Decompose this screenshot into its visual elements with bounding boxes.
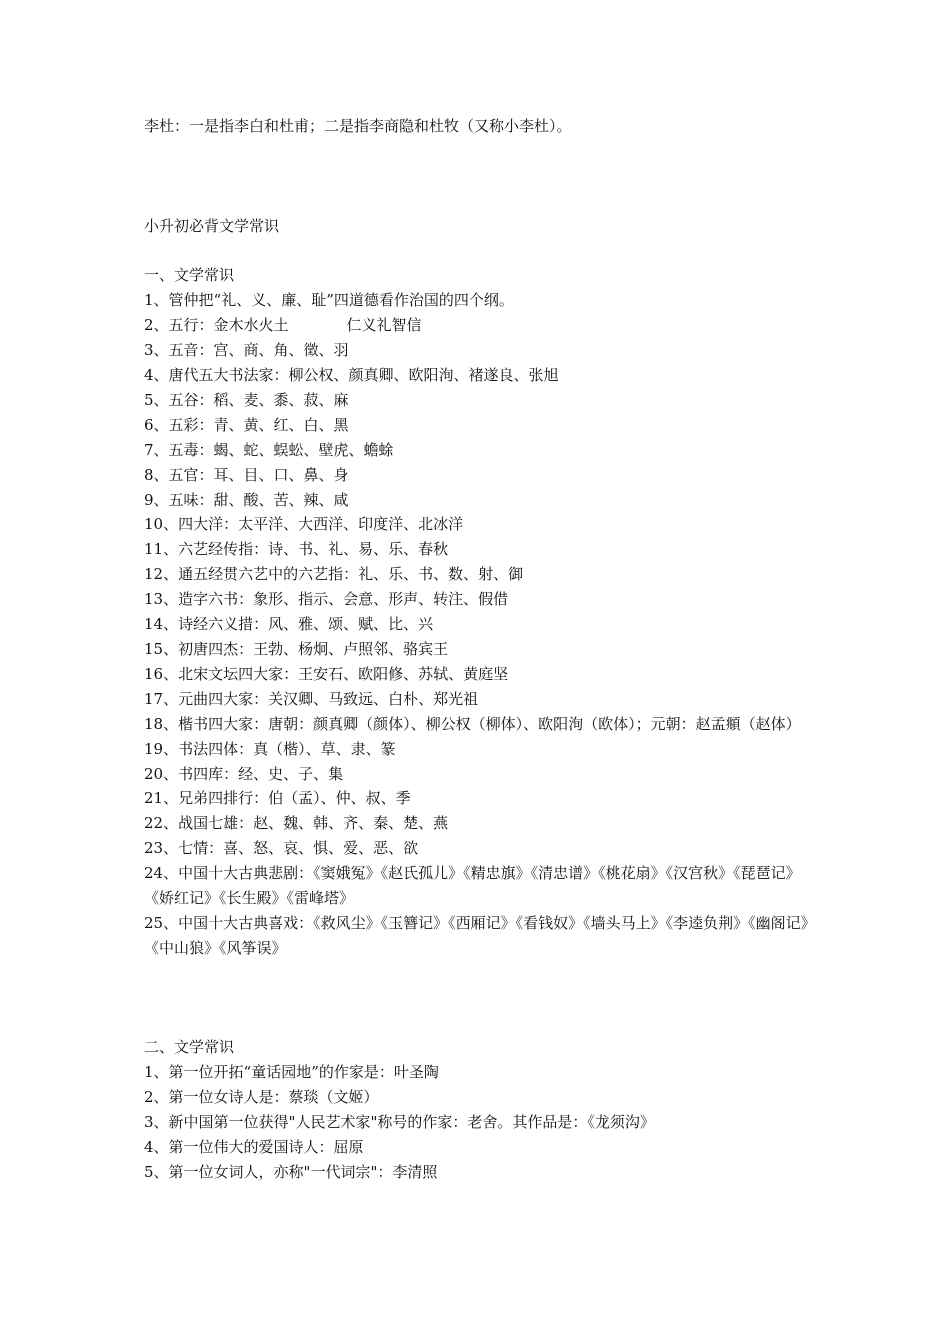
list-item: 23、七情：喜、怒、哀、惧、爱、恶、欲 bbox=[144, 839, 419, 858]
list-item: 7、五毒：蝎、蛇、蜈蚣、壁虎、蟾蜍 bbox=[144, 440, 394, 459]
list-item: 12、通五经贯六艺中的六艺指：礼、乐、书、数、射、御 bbox=[144, 565, 524, 584]
section-heading: 一、文学常识 bbox=[144, 266, 235, 285]
section-literature-knowledge-1 bbox=[144, 263, 814, 960]
list-item: 18、楷书四大家：唐朝：颜真卿（颜体）、柳公权（柳体）、欧阳洵（欧体）；元朝：赵孟頫（赵体） bbox=[144, 714, 801, 733]
list-item: 1、管仲把“礼、义、廉、耻”四道德看作治国的四个纲。 bbox=[144, 291, 514, 310]
list-item: 10、四大洋：太平洋、大西洋、印度洋、北冰洋 bbox=[144, 515, 464, 534]
list-item: 16、北宋文坛四大家：王安石、欧阳修、苏轼、黄庭坚 bbox=[144, 664, 509, 683]
section-literature-knowledge-2 bbox=[144, 1035, 814, 1184]
list-item: 4、唐代五大书法家：柳公权、颜真卿、欧阳洵、褚遂良、张旭 bbox=[144, 366, 559, 384]
list-item: 5、五谷：稻、麦、黍、菽、麻 bbox=[144, 390, 349, 409]
list-item: 1、第一位开拓“童话园地”的作家是：叶圣陶 bbox=[144, 1063, 439, 1082]
list-item: 17、元曲四大家：关汉卿、马致远、白朴、郑光祖 bbox=[144, 689, 479, 708]
list-item-text: 仁义礼智信 bbox=[346, 316, 422, 335]
document-title: 小升初必背文学常识 bbox=[144, 216, 280, 235]
section-heading: 二、文学常识 bbox=[144, 1038, 235, 1057]
list-item: 6、五彩：青、黄、红、白、黑 bbox=[144, 415, 349, 434]
list-item-text: 2、五行：金木水火土 bbox=[144, 316, 289, 335]
list-item: 4、第一位伟大的爱国诗人：屈原 bbox=[144, 1138, 364, 1157]
list-item: 22、战国七雄：赵、魏、韩、齐、秦、楚、燕 bbox=[144, 814, 449, 833]
list-item bbox=[144, 313, 814, 338]
list-item: 2、第一位女诗人是：蔡琰（文姬） bbox=[144, 1088, 379, 1107]
spacer bbox=[144, 986, 814, 1011]
list-item: 15、初唐四杰：王勃、杨炯、卢照邻、骆宾王 bbox=[144, 639, 449, 658]
list-item: 11、六艺经传指：诗、书、礼、易、乐、春秋 bbox=[144, 540, 449, 559]
list-item: 24、中国十大古典悲剧：《窦娥冤》《赵氏孤儿》《精忠旗》《清忠谱》《桃花扇》《汉宫秋》《琵琶记》《娇红记》《长生殿》《雷峰塔》 bbox=[144, 864, 801, 908]
list-item: 3、五音：宫、商、角、徵、羽 bbox=[144, 341, 349, 360]
spacer bbox=[144, 238, 814, 263]
spacer bbox=[144, 961, 814, 986]
list-item: 13、造字六书：象形、指示、会意、形声、转注、假借 bbox=[144, 590, 509, 609]
list-item: 8、五官：耳、目、口、鼻、身 bbox=[144, 465, 349, 484]
list-item: 25、中国十大古典喜戏：《救风尘》《玉簪记》《西厢记》《看钱奴》《墙头马上》《李逵负荆》《幽阁记》《中山狼》《风筝误》 bbox=[144, 913, 809, 957]
spacer bbox=[144, 189, 814, 214]
intro-paragraph: 李杜：一是指李白和杜甫；二是指李商隐和杜牧（又称小李杜）。 bbox=[144, 117, 572, 135]
list-item: 21、兄弟四排行：伯（孟）、仲、叔、季 bbox=[144, 789, 411, 808]
list-item: 19、书法四体：真（楷）、草、隶、篆 bbox=[144, 739, 396, 758]
spacer bbox=[144, 164, 814, 189]
spacer bbox=[144, 1011, 814, 1036]
list-item: 5、第一位女词人，亦称"一代词宗"：李清照 bbox=[144, 1162, 438, 1181]
spacer bbox=[144, 139, 814, 164]
list-item: 3、新中国第一位获得"人民艺术家"称号的作家：老舍。其作品是：《龙须沟》 bbox=[144, 1113, 655, 1132]
list-item: 14、诗经六义措：风、雅、颂、赋、比、兴 bbox=[144, 615, 434, 634]
list-item: 20、书四库：经、史、子、集 bbox=[144, 764, 344, 783]
document-page bbox=[144, 114, 814, 1185]
list-item: 9、五味：甜、酸、苦、辣、咸 bbox=[144, 490, 349, 509]
